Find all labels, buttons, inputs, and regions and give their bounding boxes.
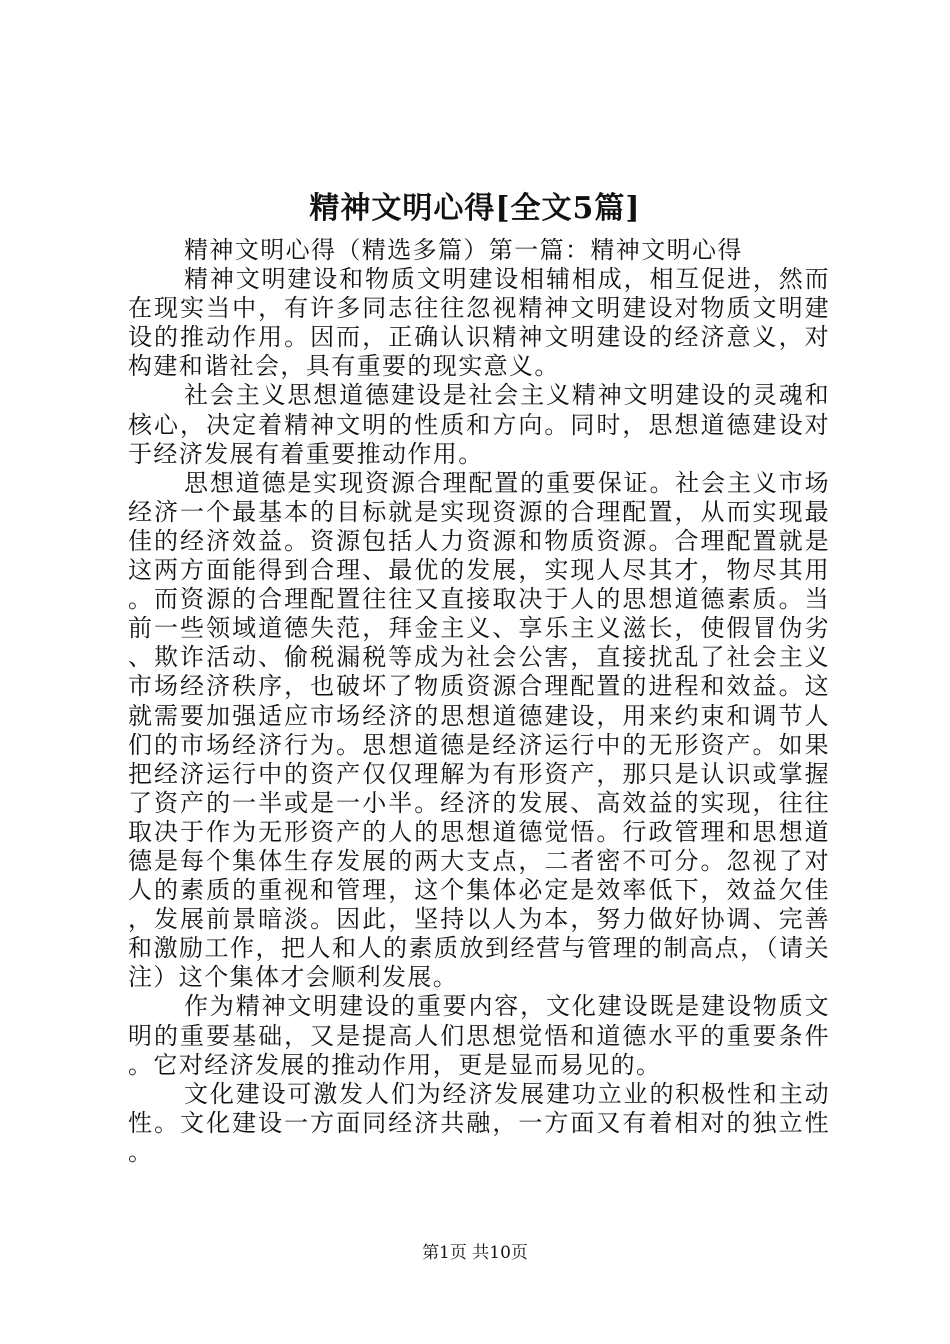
page-number-footer: 第1页 共10页 [422,1243,528,1263]
paragraph: 作为精神文明建设的重要内容，文化建设既是建设物质文明的重要基础，又是提高人们思想觉悟和道德水平的重要条件。它对经济发展的推动作用，更是显而易见的。 [128,992,830,1079]
document-title: 精神文明心得[全文5篇] [309,191,641,226]
paragraph: 思想道德是实现资源合理配置的重要保证。社会主义市场经济一个最基本的目标就是实现资源的合理配置，从而实现最佳的经济效益。资源包括人力资源和物质资源。合理配置就是这两方面能得到合理、最优的发展，实现人尽其才，物尽其用。而资源的合理配置往往又直接取决于人的思想道德素质。当前一些领域道德失范，拜金主义、享乐主义滋长，使假冒伪劣、欺诈活动、偷税漏税等成为社会公害，直接扰乱了社会主义市场经济秩序，也破坏了物质资源合理配置的进程和效益。这就需要加强适应市场经济的思想道德建设，用来约束和调节人们的市场经济行为。思想道德是经济运行中的无形资产。如果把经济运行中的资产仅仅理解为有形资产，那只是认识或掌握了资产的一半或是一小半。经济的发展、高效益的实现，往往取决于作为无形资产的人的思想道德觉悟。行政管理和思想道德是每个集体生存发展的两大支点，二者密不可分。忽视了对人的素质的重视和管理，这个集体必定是效率低下，效益欠佳，发展前景暗淡。因此，坚持以人为本，努力做好协调、完善和激励工作，把人和人的素质放到经营与管理的制高点，（请关注）这个集体才会顺利发展。 [128,468,830,992]
paragraph: 精神文明建设和物质文明建设相辅相成，相互促进，然而在现实当中，有许多同志往往忽视精神文明建设对物质文明建设的推动作用。因而，正确认识精神文明建设的经济意义，对构建和谐社会，具有重要的现实意义。 [128,265,830,381]
paragraph: 社会主义思想道德建设是社会主义精神文明建设的灵魂和核心，决定着精神文明的性质和方向。同时，思想道德建设对于经济发展有着重要推动作用。 [128,381,830,468]
paragraph: 文化建设可激发人们为经济发展建功立业的积极性和主动性。文化建设一方面同经济共融，一方面又有着相对的独立性。 [128,1079,830,1166]
paragraph: 精神文明心得（精选多篇）第一篇：精神文明心得 [184,236,743,264]
document-body [128,236,830,1167]
